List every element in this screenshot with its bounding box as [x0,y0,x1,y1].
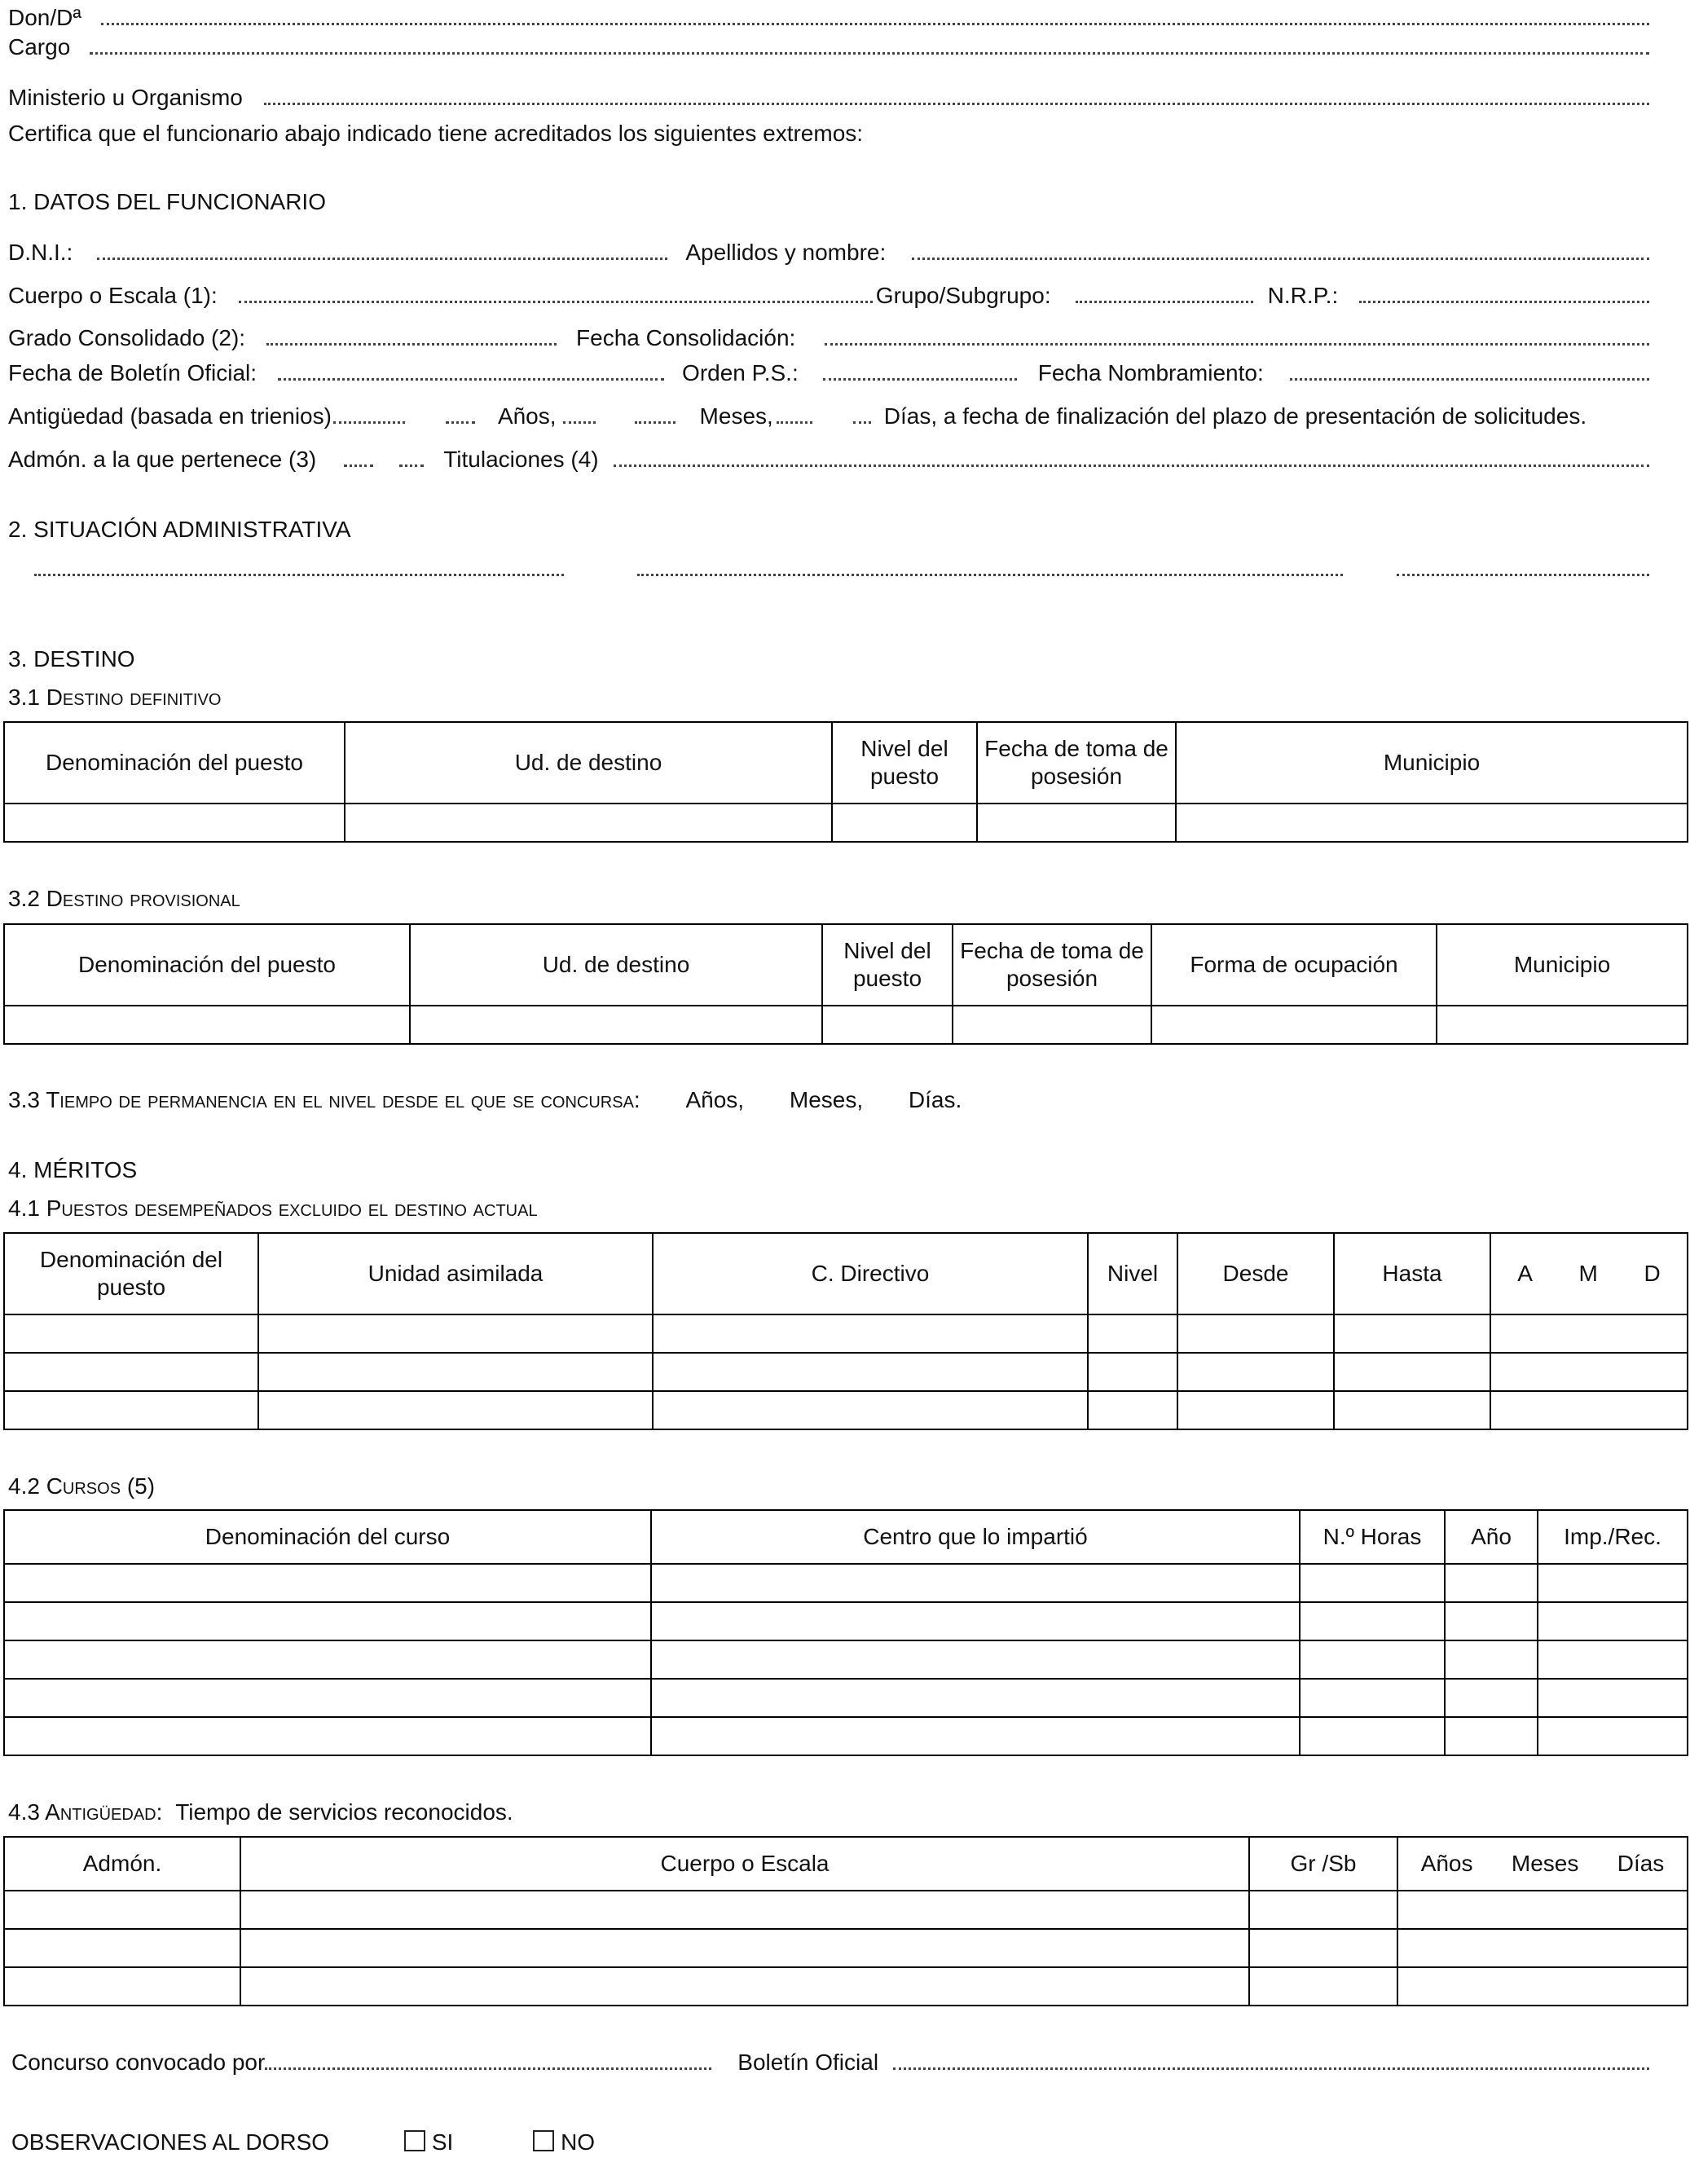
table-cell[interactable] [651,1640,1300,1679]
table-header-row [4,924,1688,1006]
permanencia-row [8,1087,962,1113]
cargo-label: Cargo [8,34,71,59]
table-cell[interactable] [1249,1929,1397,1967]
dni-label: D.N.I.: [8,240,73,265]
table-cell[interactable] [258,1391,653,1429]
column-header: Nivel del puesto [832,722,977,804]
table-cell[interactable] [1088,1353,1177,1391]
si-option[interactable] [404,2129,453,2155]
table-cell[interactable] [1088,1314,1177,1353]
column-header: C. Directivo [653,1233,1088,1314]
table-cell[interactable] [4,1006,410,1044]
section1-title: 1. DATOS DEL FUNCIONARIO [8,189,326,214]
table-cell[interactable] [4,1391,258,1429]
grado-row [8,325,1649,351]
no-option[interactable] [533,2129,595,2155]
column-header: Denominación del curso [4,1510,651,1564]
table-cell[interactable] [1490,1391,1688,1429]
nrp-label: N.R.P.: [1267,283,1339,308]
fecha-boletin-label: Fecha de Boletín Oficial: [8,360,257,385]
table-cell[interactable] [1300,1717,1445,1755]
column-header: Denominación del puesto [4,722,345,804]
antiguedad-row [8,403,1649,429]
admon-field[interactable] [344,465,373,467]
table-cell[interactable] [1490,1353,1688,1391]
fecha-consolidacion-field[interactable] [825,343,1649,346]
certifica-text: Certifica que el funcionario abajo indicado tiene acreditados los siguientes extremos: [8,121,864,146]
no-label: NO [561,2129,596,2155]
meses-field[interactable] [635,421,676,424]
table-row [4,1602,1688,1640]
situacion-field-2[interactable] [637,574,1343,576]
anos-header: Años [1420,1851,1473,1876]
table-cell[interactable] [977,804,1176,842]
grado-label: Grado Consolidado (2): [8,325,246,350]
cuerpo-field[interactable] [239,301,873,303]
admon-row [8,447,1649,473]
table-cell[interactable] [258,1353,653,1391]
boletin-field[interactable] [893,2067,1649,2070]
cargo-field[interactable] [90,52,1649,55]
table-row [4,1353,1688,1391]
table-cell[interactable] [4,1717,651,1755]
amd-d-label: D [1644,1261,1661,1286]
table-cell[interactable] [1300,1679,1445,1717]
boletin-label: Boletín Oficial [737,2050,879,2075]
amd-m-label: M [1578,1261,1598,1286]
situacion-field-3[interactable] [1397,574,1649,576]
table-cell[interactable] [1445,1717,1538,1755]
cargo-row [8,34,1649,60]
table-cell[interactable] [1397,1891,1688,1929]
table-cell[interactable] [4,1564,651,1602]
section4-1-title: 4.1 Puestos desempeñados excluido el destino actual [8,1195,538,1221]
table-cell[interactable] [4,1967,240,2006]
table-cell[interactable] [4,1640,651,1679]
section4-2-title: 4.2 Cursos [8,1473,121,1499]
table-cell[interactable] [1538,1602,1688,1640]
table-cell[interactable] [4,1679,651,1717]
no-checkbox[interactable] [533,2130,554,2151]
table-cell[interactable] [953,1006,1151,1044]
dias-header: Días [1617,1851,1665,1876]
boletin-row [8,360,1649,386]
destino-provisional-table [3,923,1688,1045]
puestos-table [3,1232,1688,1430]
table-cell[interactable] [1334,1314,1490,1353]
table-cell[interactable] [240,1929,1249,1967]
table-cell[interactable] [1445,1564,1538,1602]
table-cell[interactable] [1177,1314,1334,1353]
section3-1-title: 3.1 Destino definitivo [8,685,222,710]
permanencia-dias: Días. [908,1087,962,1112]
admon-field-2[interactable] [399,465,424,467]
section3-title: 3. DESTINO [8,646,135,671]
table-cell[interactable] [4,1353,258,1391]
admon-label: Admón. a la que pertenece (3) [8,447,317,472]
table-cell[interactable] [1445,1679,1538,1717]
table-cell[interactable] [1334,1391,1490,1429]
fecha-nombramiento-label: Fecha Nombramiento: [1037,360,1264,385]
table-header-row [4,1233,1688,1314]
table-cell[interactable] [1538,1717,1688,1755]
cuerpo-label: Cuerpo o Escala (1): [8,283,218,308]
table-cell[interactable] [651,1602,1300,1640]
column-header: Centro que lo impartió [651,1510,1300,1564]
table-row [4,1967,1688,2006]
titulaciones-label: Titulaciones (4) [443,447,599,472]
si-checkbox[interactable] [404,2130,425,2151]
column-header: Cuerpo o Escala [240,1837,1249,1891]
table-cell[interactable] [240,1891,1249,1929]
meses-label: Meses, [699,403,773,429]
table-cell[interactable] [1249,1967,1397,2006]
table-cell[interactable] [1177,1353,1334,1391]
column-header: Año [1445,1510,1538,1564]
grado-field[interactable] [266,343,557,346]
nrp-field[interactable] [1359,301,1649,303]
table-cell[interactable] [1445,1640,1538,1679]
column-header: Fecha de toma de posesión [953,924,1151,1006]
table-row [4,1717,1688,1755]
table-row [4,1891,1688,1929]
titulaciones-field[interactable] [614,465,1649,467]
table-cell[interactable] [1437,1006,1688,1044]
apellidos-field[interactable] [912,258,1649,260]
table-cell[interactable] [1300,1564,1445,1602]
cuerpo-row [8,283,1649,309]
don-field[interactable] [101,23,1649,25]
fecha-boletin-field[interactable] [278,378,664,381]
table-row [4,1391,1688,1429]
anos-field-2[interactable] [563,421,596,424]
amd-header [1490,1233,1688,1314]
column-header: Denominación del puesto [4,1233,258,1314]
table-header-row [4,722,1688,804]
table-cell[interactable] [345,804,832,842]
concurso-field[interactable] [265,2067,711,2070]
column-header: Hasta [1334,1233,1490,1314]
destino-definitivo-table [3,721,1688,843]
table-cell[interactable] [1538,1564,1688,1602]
section4-3-title-row [8,1799,513,1825]
column-header: Gr /Sb [1249,1837,1397,1891]
column-header: Nivel del puesto [822,924,953,1006]
apellidos-label: Apellidos y nombre: [685,240,887,265]
table-row [4,1929,1688,1967]
table-cell[interactable] [1334,1353,1490,1391]
table-row [4,1679,1688,1717]
table-cell[interactable] [1176,804,1688,842]
table-cell[interactable] [1397,1967,1688,2006]
meses-header: Meses [1511,1851,1579,1876]
section2-title: 2. SITUACIÓN ADMINISTRATIVA [8,517,351,542]
table-cell[interactable] [240,1967,1249,2006]
table-cell[interactable] [832,804,977,842]
table-cell[interactable] [4,1314,258,1353]
table-cell[interactable] [258,1314,653,1353]
fecha-nombramiento-field[interactable] [1290,378,1649,381]
column-header: N.º Horas [1300,1510,1445,1564]
table-row [4,804,1688,842]
anos-label: Años, [497,403,557,429]
orden-label: Orden P.S.: [682,360,799,385]
column-header: Forma de ocupación [1151,924,1437,1006]
table-cell[interactable] [1249,1891,1397,1929]
table-cell[interactable] [4,1602,651,1640]
column-header: Municipio [1176,722,1688,804]
ministerio-label: Ministerio u Organismo [8,85,243,110]
table-cell[interactable] [822,1006,953,1044]
permanencia-meses: Meses, [789,1087,864,1112]
section3-3-title: 3.3 Tiempo de permanencia en el nivel desde el que se concursa: [8,1087,640,1112]
table-cell[interactable] [1397,1929,1688,1967]
table-cell[interactable] [4,804,345,842]
permanencia-anos: Años, [685,1087,745,1112]
table-cell[interactable] [651,1679,1300,1717]
antiguedad-field-1[interactable] [333,421,405,424]
amd-header [1397,1837,1688,1891]
meses-field-2[interactable] [777,421,812,424]
column-header: Ud. de destino [345,722,832,804]
concurso-label: Concurso convocado por [11,2050,266,2075]
grupo-field[interactable] [1076,301,1253,303]
ministerio-row [8,85,1649,111]
dni-row [8,240,1649,266]
table-cell[interactable] [410,1006,822,1044]
table-cell[interactable] [1490,1314,1688,1353]
table-row [4,1640,1688,1679]
table-cell[interactable] [1300,1602,1445,1640]
table-row [4,1314,1688,1353]
cursos-table [3,1509,1688,1756]
table-cell[interactable] [4,1891,240,1929]
fecha-consolidacion-label: Fecha Consolidación: [576,325,796,350]
table-cell[interactable] [1151,1006,1437,1044]
section4-2-note: (5) [126,1473,156,1499]
don-label: Don/Dª [8,5,81,30]
table-row [4,1006,1688,1044]
dias-field[interactable] [853,421,871,424]
table-cell[interactable] [1538,1679,1688,1717]
dias-label: Días, a fecha de finalización del plazo de presentación de solicitudes. [883,403,1587,429]
section4-title: 4. MÉRITOS [8,1157,138,1182]
column-header: Municipio [1437,924,1688,1006]
column-header: Admón. [4,1837,240,1891]
table-cell[interactable] [1177,1391,1334,1429]
column-header: Unidad asimilada [258,1233,653,1314]
grupo-label: Grupo/Subgrupo: [875,283,1051,308]
table-cell[interactable] [4,1929,240,1967]
section3-2-title: 3.2 Destino provisional [8,886,240,911]
situacion-row [8,574,1649,582]
column-header: Imp./Rec. [1538,1510,1688,1564]
column-header: Nivel [1088,1233,1177,1314]
column-header: Fecha de toma de posesión [977,722,1176,804]
table-cell[interactable] [1445,1602,1538,1640]
concurso-row [8,2050,1649,2076]
table-cell[interactable] [1300,1640,1445,1679]
table-cell[interactable] [1538,1640,1688,1679]
table-header-row [4,1837,1688,1891]
table-header-row [4,1510,1688,1564]
anos-field[interactable] [446,421,475,424]
dni-field[interactable] [97,258,667,260]
column-header: Ud. de destino [410,924,822,1006]
si-label: SI [431,2129,454,2155]
don-row [8,5,1649,31]
table-cell[interactable] [653,1391,1088,1429]
table-row [4,1564,1688,1602]
section4-3-text: Tiempo de servicios reconocidos. [175,1799,513,1825]
column-header: Denominación del puesto [4,924,410,1006]
column-header: Desde [1177,1233,1334,1314]
table-cell[interactable] [651,1564,1300,1602]
situacion-field-1[interactable] [34,574,564,576]
observaciones-row [11,2129,595,2155]
amd-a-label: A [1517,1261,1533,1286]
table-cell[interactable] [1088,1391,1177,1429]
orden-field[interactable] [823,378,1017,381]
ministerio-field[interactable] [264,103,1649,105]
table-cell[interactable] [653,1353,1088,1391]
table-cell[interactable] [653,1314,1088,1353]
antiguedad-label: Antigüedad (basada en trienios) [8,403,332,429]
observaciones-label: OBSERVACIONES AL DORSO [11,2129,330,2155]
section4-2-title-row [8,1473,155,1499]
section4-3-title: 4.3 Antigüedad: [8,1799,163,1825]
antiguedad-table [3,1836,1688,2006]
table-cell[interactable] [651,1717,1300,1755]
